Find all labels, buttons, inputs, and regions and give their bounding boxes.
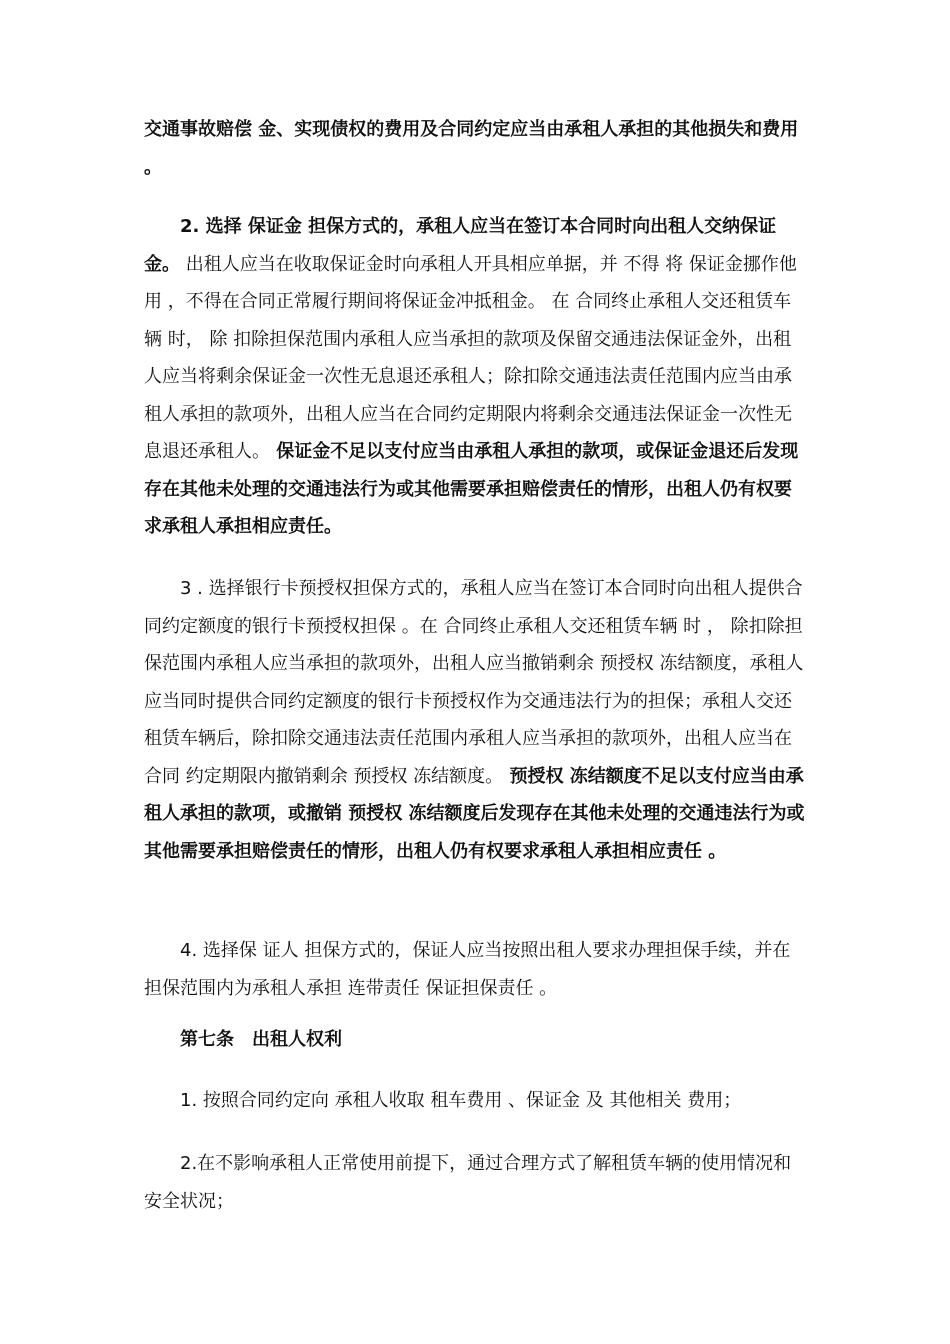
paragraph-guarantor <box>144 932 806 1007</box>
article-7-item-2 <box>144 1145 806 1220</box>
paragraph-text: 4. 选择保 证人 担保方式的，保证人应当按照出租人要求办理担保手续，并在担保范围内为承租人承担 连带责任 保证担保责任 。 <box>144 940 791 999</box>
paragraph-text: 2.在不影响承租人正常使用前提下，通过合理方式了解租赁车辆的使用情况和安全状况； <box>144 1153 792 1212</box>
deposit-clause-heading: 2. 选择 保证金 担保方式的，承租人应当在签订本合同时向出租人交纳保证金。 <box>144 216 777 275</box>
paragraph-text: 交通事故赔偿 金、实现债权的费用及合同约定应当由承租人承担的其他损失和费用 。 <box>144 119 799 178</box>
article-7-item-1 <box>144 1082 806 1120</box>
preauth-clause-liability: 预授权 冻结额度不足以支付应当由承租人承担的款项，或撤销 预授权 冻结额度后发现存在其他未处理的交通违法行为或其他需要承担赔偿责任的情形，出租人仍有权要求承租人承担相应责任 。 <box>144 765 805 862</box>
article-7-heading: 第七条 出租人权利 <box>180 1029 342 1050</box>
paragraph-preauth-guarantee <box>144 570 806 870</box>
deposit-clause-body: 出租人应当在收取保证金时向承租人开具相应单据，并 不得 将 保证金挪作他用 ，不得在合同正常履行期间将保证金冲抵租金。 在 合同终止承租人交还租赁车辆 时， 除 扣除担保范围内承租人应当承担的款项及保留交通违法保证金外，出租人应当将剩余保证金一次性无息退还承租人；除扣除交通违法责任范围内应当由承租人承担的款项外，出租人应当在合同约定期限内将剩余交通违法保证金一次性无息退还承租人。 <box>144 253 797 462</box>
preauth-clause-body: 3 . 选择银行卡预授权担保方式的，承租人应当在签订本合同时向出租人提供合同约定额度的银行卡预授权担保 。在 合同终止承租人交还租赁车辆 时 ， 除扣除担保范围内承租人应当承担的款项外，出租人应当撤销剩余 预授权 冻结额度，承租人应当同时提供合同约定额度的银行卡预授权作为交通违法行为的担保；承租人交还租赁车辆后，除扣除交通违法责任范围内承租人应当承担的款项外，出租人应当在 合同 约定期限内撤销剩余 预授权 冻结额度。 <box>144 578 804 787</box>
paragraph-text: 1. 按照合同约定向 承租人收取 租车费用 、保证金 及 其他相关 费用； <box>180 1090 742 1111</box>
deposit-clause-liability: 保证金不足以支付应当由承租人承担的款项，或保证金退还后发现存在其他未处理的交通违法行为或其他需要承担赔偿责任的情形，出租人仍有权要求承租人承担相应责任。 <box>144 441 799 537</box>
paragraph-liability-costs <box>144 111 806 186</box>
paragraph-deposit-guarantee <box>144 208 806 546</box>
